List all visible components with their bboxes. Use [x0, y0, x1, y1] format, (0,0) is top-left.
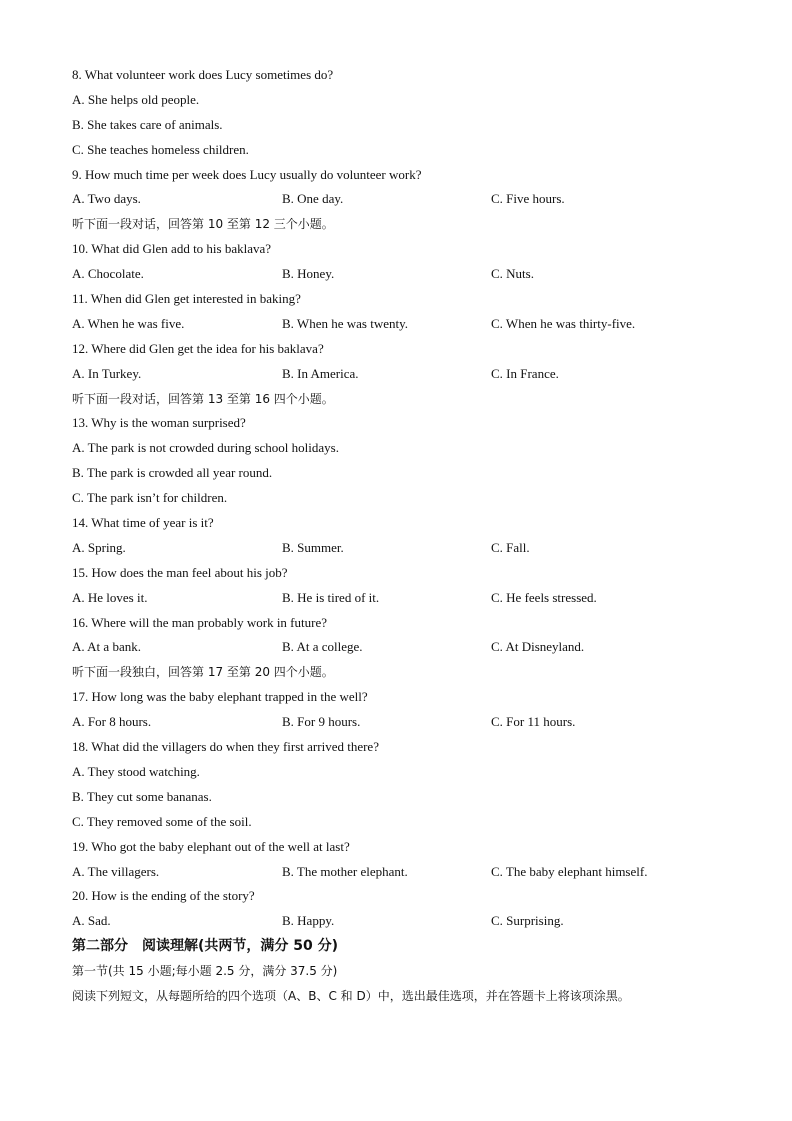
q9-option-a: A. Two days.: [72, 191, 141, 207]
q9-options: [72, 187, 732, 212]
question-18: 18. What did the villagers do when they first arrived there?: [72, 739, 379, 755]
question-11: 11. When did Glen get interested in baking?: [72, 291, 301, 307]
q19-options: [72, 860, 732, 885]
question-20: 20. How is the ending of the story?: [72, 888, 255, 904]
q19-option-b: B. The mother elephant.: [282, 863, 408, 879]
q10-options: [72, 262, 732, 287]
q19-option-c: C. The baby elephant himself.: [491, 863, 648, 879]
q20-option-c: C. Surprising.: [491, 913, 564, 929]
section-one-heading: 第一节(共 15 小题;每小题 2.5 分，满分 37.5 分): [72, 964, 338, 979]
question-13: 13. Why is the woman surprised?: [72, 415, 246, 431]
reading-instructions: 阅读下列短文，从每题所给的四个选项（A、B、C 和 D）中，选出最佳选项，并在答题卡上将该项涂黑。: [72, 989, 630, 1004]
q20-option-b: B. Happy.: [282, 913, 335, 929]
part-two-title: 阅读理解(共两节，满分 50 分): [142, 938, 339, 955]
question-19: 19. Who got the baby elephant out of the well at last?: [72, 838, 350, 854]
q12-option-b: B. In America.: [282, 365, 359, 381]
q11-options: [72, 312, 732, 337]
q17-option-a: A. For 8 hours.: [72, 714, 152, 730]
question-17: 17. How long was the baby elephant trapped in the well?: [72, 689, 368, 705]
q10-option-b: B. Honey.: [282, 266, 335, 282]
q13-option-b: B. The park is crowded all year round.: [72, 465, 273, 481]
directions-17-20: 听下面一段独白，回答第 17 至第 20 四个小题。: [72, 665, 334, 680]
part-two-heading: [72, 934, 732, 959]
q11-option-a: A. When he was five.: [72, 315, 185, 331]
q16-option-b: B. At a college.: [282, 639, 363, 655]
q13-option-c: C. The park isn’t for children.: [72, 490, 228, 506]
q9-option-c: C. Five hours.: [491, 191, 565, 207]
q12-option-c: C. In France.: [491, 365, 559, 381]
q17-option-c: C. For 11 hours.: [491, 714, 576, 730]
q18-option-c: C. They removed some of the soil.: [72, 813, 252, 829]
part-two-label: 第二部分: [72, 938, 128, 955]
q15-option-a: A. He loves it.: [72, 589, 148, 605]
q16-option-c: C. At Disneyland.: [491, 639, 585, 655]
q18-option-b: B. They cut some bananas.: [72, 788, 212, 804]
directions-13-16: 听下面一段对话，回答第 13 至第 16 四个小题。: [72, 391, 334, 406]
q10-option-c: C. Nuts.: [491, 266, 534, 282]
q20-option-a: A. Sad.: [72, 913, 111, 929]
q12-option-a: A. In Turkey.: [72, 365, 142, 381]
q8-option-a: A. She helps old people.: [72, 91, 200, 107]
q18-option-a: A. They stood watching.: [72, 763, 200, 779]
q10-option-a: A. Chocolate.: [72, 266, 144, 282]
q15-option-b: B. He is tired of it.: [282, 589, 380, 605]
q11-option-c: C. When he was thirty-five.: [491, 315, 636, 331]
q9-option-b: B. One day.: [282, 191, 344, 207]
q20-options: [72, 909, 732, 934]
q15-options: [72, 586, 732, 611]
question-16: 16. Where will the man probably work in future?: [72, 614, 327, 630]
q11-option-b: B. When he was twenty.: [282, 315, 409, 331]
q17-options: [72, 710, 732, 735]
question-14: 14. What time of year is it?: [72, 515, 214, 531]
q8-option-b: B. She takes care of animals.: [72, 116, 223, 132]
q12-options: [72, 362, 732, 387]
q16-option-a: A. At a bank.: [72, 639, 141, 655]
q13-option-a: A. The park is not crowded during school holidays.: [72, 440, 339, 456]
question-8: 8. What volunteer work does Lucy sometimes do?: [72, 67, 334, 82]
q14-options: [72, 536, 732, 561]
q17-option-b: B. For 9 hours.: [282, 714, 361, 730]
exam-page: [72, 63, 732, 1009]
q14-option-b: B. Summer.: [282, 539, 344, 555]
q8-option-c: C. She teaches homeless children.: [72, 141, 249, 157]
q14-option-a: A. Spring.: [72, 539, 126, 555]
question-15: 15. How does the man feel about his job?: [72, 564, 288, 580]
q19-option-a: A. The villagers.: [72, 863, 160, 879]
directions-10-12: 听下面一段对话，回答第 10 至第 12 三个小题。: [72, 217, 334, 232]
question-12: 12. Where did Glen get the idea for his baklava?: [72, 340, 324, 356]
question-9: 9. How much time per week does Lucy usually do volunteer work?: [72, 166, 422, 182]
q16-options: [72, 635, 732, 660]
q14-option-c: C. Fall.: [491, 539, 530, 555]
q15-option-c: C. He feels stressed.: [491, 589, 597, 605]
question-10: 10. What did Glen add to his baklava?: [72, 241, 272, 257]
